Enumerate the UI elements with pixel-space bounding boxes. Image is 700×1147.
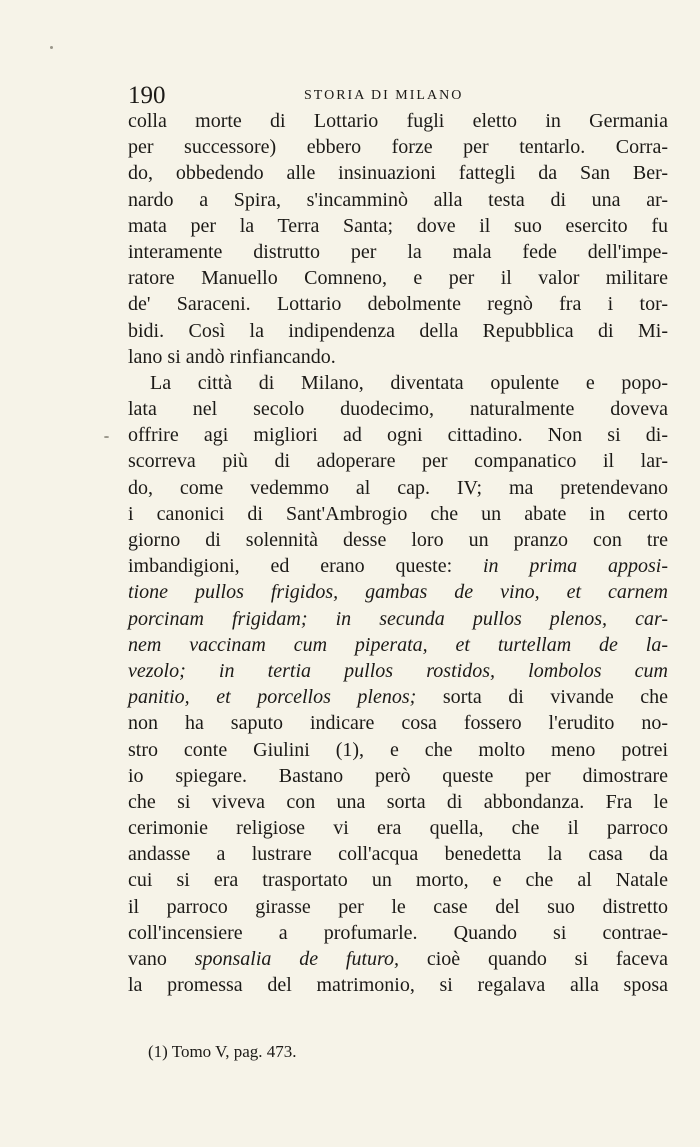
text-line: [128, 396, 668, 422]
text-line: [128, 318, 668, 344]
page-number: 190: [128, 82, 166, 109]
text-line: [128, 894, 668, 920]
text-line: [128, 920, 668, 946]
text-run: i canonici di Sant'Ambrogio che un abate in certo: [128, 502, 668, 525]
text-run: la promessa del matrimonio, si regalava alla sposa: [128, 974, 668, 997]
text-line: [128, 553, 668, 579]
text-line: [128, 108, 668, 134]
text-line: [128, 422, 668, 448]
text-run: ratore Manuello Comneno, e per il valor militare: [128, 267, 668, 290]
text-line: [128, 475, 668, 501]
italic-run: tione pullos frigidos, gambas de vino, et carnem: [128, 581, 668, 604]
text-line: [128, 291, 668, 317]
text-run: interamente distrutto per la mala fede dell'impe-: [128, 240, 668, 263]
text-line: [128, 344, 668, 370]
text-run: per successore) ebbero forze per tentarlo. Corra-: [128, 136, 668, 159]
italic-run: in prima apposi-: [482, 555, 668, 578]
text-line: [128, 946, 668, 972]
text-run: imbandigioni, ed erano queste:: [128, 555, 483, 578]
text-line: [128, 160, 668, 186]
text-run: scorreva più di adoperare per companatico il lar-: [128, 450, 668, 473]
text-line: [128, 370, 668, 396]
paper-speck: [104, 436, 109, 438]
text-run: offrire agi migliori ad ogni cittadino. Non si di-: [128, 424, 668, 447]
text-run: do, come vedemmo al cap. IV; ma pretendevano: [128, 476, 668, 499]
text-line: [128, 606, 668, 632]
text-run: non ha saputo indicare cosa fossero l'erudito no-: [128, 712, 668, 735]
text-run: colla morte di Lottario fugli eletto in Germania: [128, 110, 668, 132]
text-run: do, obbedendo alle insinuazioni fattegli da San Ber-: [128, 162, 668, 185]
paper-speck: [50, 46, 53, 49]
text-line: [128, 763, 668, 789]
text-run: cioè quando si faceva: [399, 948, 668, 970]
text-line: [128, 684, 668, 710]
text-line: [128, 867, 668, 893]
text-line: [128, 239, 668, 265]
text-run: il parroco girasse per le case del suo distretto: [128, 895, 668, 918]
text-run: mata per la Terra Santa; dove il suo esercito fu: [128, 214, 668, 237]
text-run: che si viveva con una sorta di abbondanza. Fra le: [128, 790, 668, 813]
text-run: bidi. Così la indipendenza della Repubblica di Mi-: [128, 319, 668, 342]
italic-run: panitio, et porcellos plenos;: [128, 686, 417, 709]
text-line: [128, 841, 668, 867]
text-line: [128, 187, 668, 213]
text-line: [128, 213, 668, 239]
text-line: [128, 737, 668, 763]
text-run: andasse a lustrare coll'acqua benedetta la casa da: [128, 843, 668, 866]
text-line: [128, 501, 668, 527]
text-line: [128, 265, 668, 291]
text-run: de' Saraceni. Lottario debolmente regnò fra i tor-: [128, 293, 668, 316]
text-line: [128, 710, 668, 736]
text-line: [128, 448, 668, 474]
running-title: STORIA DI MILANO: [304, 88, 464, 103]
text-run: stro conte Giulini (1), e che molto meno potrei: [128, 738, 668, 761]
body-text: [128, 108, 668, 998]
text-line: [128, 632, 668, 658]
italic-run: sponsalia de futuro,: [194, 948, 400, 970]
text-line: [128, 134, 668, 160]
text-run: La città di Milano, diventata opulente e popo-: [150, 371, 668, 394]
text-line: [128, 527, 668, 553]
text-line: [128, 658, 668, 684]
text-run: sorta di vivande che: [416, 686, 668, 709]
text-line: [128, 972, 668, 998]
text-run: cui si era trasportato un morto, e che al Natale: [128, 869, 668, 892]
italic-run: porcinam frigidam; in secunda pullos plenos, car-: [128, 607, 668, 630]
text-line: [128, 789, 668, 815]
italic-run: nem vaccinam cum piperata, et turtellam de la-: [128, 633, 668, 656]
text-run: giorno di solennità desse loro un pranzo con tre: [128, 529, 668, 551]
text-line: [128, 815, 668, 841]
text-run: nardo a Spira, s'incamminò alla testa di una ar-: [128, 188, 668, 211]
text-run: lano si andò rinfiancando.: [128, 345, 336, 368]
text-run: io spiegare. Bastano però queste per dimostrare: [128, 764, 668, 787]
text-line: [128, 579, 668, 605]
text-run: cerimonie religiose vi era quella, che il parroco: [128, 817, 668, 840]
italic-run: vezolo; in tertia pullos rostidos, lombolos cum: [128, 659, 668, 682]
text-run: coll'incensiere a profumarle. Quando si contrae-: [128, 921, 668, 944]
text-run: vano: [128, 948, 195, 970]
footnote: (1) Tomo V, pag. 473.: [148, 1042, 297, 1061]
text-run: lata nel secolo duodecimo, naturalmente doveva: [128, 398, 668, 421]
